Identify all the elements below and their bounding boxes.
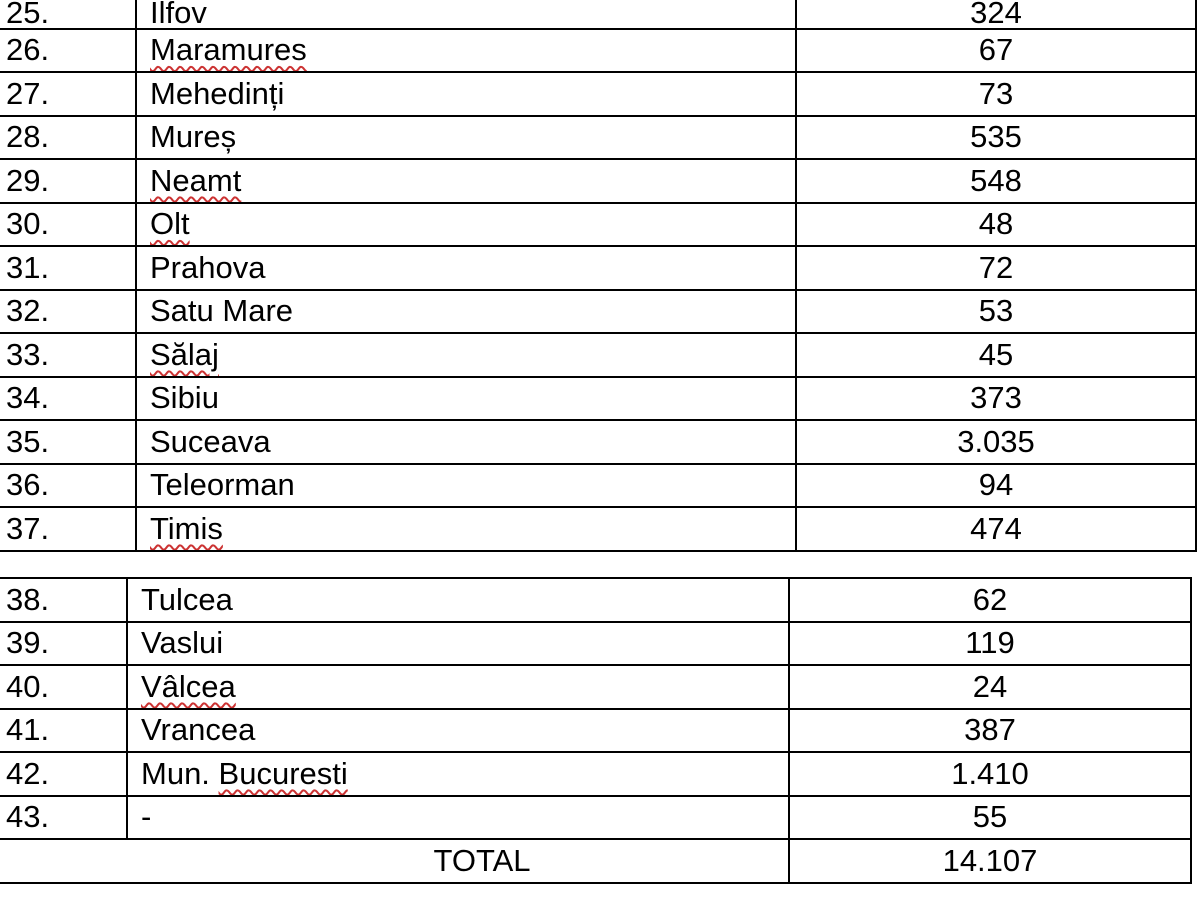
county-name-cell [137, 334, 797, 376]
row-number-cell [0, 753, 128, 795]
row-number-cell [0, 247, 137, 289]
row-number-cell [0, 378, 137, 420]
row-number-cell [0, 117, 137, 159]
county-value: 373 [970, 380, 1022, 416]
value-cell [790, 666, 1192, 708]
value-cell [797, 0, 1197, 28]
value-cell [790, 623, 1192, 665]
row-number-cell [0, 465, 137, 507]
county-name-cell [128, 623, 790, 665]
county-value: 45 [978, 336, 1014, 372]
county-name-cell [137, 421, 797, 463]
row-number: 25. [6, 0, 50, 28]
row-number: 43. [6, 799, 50, 835]
county-value: 53 [978, 293, 1014, 329]
county-value: 1.410 [951, 755, 1029, 791]
county-value: 55 [972, 799, 1008, 835]
row-number: 28. [6, 119, 50, 155]
row-number-cell [0, 291, 137, 333]
table-row [0, 247, 1197, 291]
county-name-misspelled: Vâlcea [141, 668, 236, 704]
total-value: 14.107 [942, 842, 1038, 878]
county-name-misspelled: Neamt [150, 162, 242, 198]
row-number: 42. [6, 755, 50, 791]
upper-table-rows [0, 30, 1197, 552]
row-number-cell [0, 30, 137, 72]
county-name-cell [137, 378, 797, 420]
county-value: 3.035 [957, 423, 1035, 459]
row-number-cell [0, 666, 128, 708]
row-number: 34. [6, 380, 50, 416]
county-value: 72 [978, 249, 1014, 285]
value-cell [790, 797, 1192, 839]
table-row [0, 378, 1197, 422]
table-row [0, 160, 1197, 204]
row-number: 35. [6, 423, 50, 459]
county-name: Sibiu [150, 380, 219, 416]
county-name: Satu Mare [150, 293, 294, 329]
value-cell [797, 247, 1197, 289]
county-value: 474 [970, 510, 1022, 546]
county-value: 67 [978, 32, 1014, 68]
county-name-cell [137, 30, 797, 72]
table-row [0, 291, 1197, 335]
table-row [0, 73, 1197, 117]
table-row [0, 666, 1192, 710]
row-number: 36. [6, 467, 50, 503]
row-number: 27. [6, 75, 50, 111]
county-name-cell [137, 160, 797, 202]
county-name: Prahova [150, 249, 266, 285]
county-value: 535 [970, 119, 1022, 155]
row-number: 30. [6, 206, 50, 242]
table-row [0, 0, 1197, 30]
county-name: Mureș [150, 119, 237, 155]
row-number: 32. [6, 293, 50, 329]
value-cell [797, 204, 1197, 246]
county-name: Mehedinți [150, 75, 285, 111]
table-row [0, 204, 1197, 248]
county-name-cell [137, 247, 797, 289]
county-name-cell [128, 753, 790, 795]
total-label-cell [0, 840, 790, 882]
row-number-cell [0, 0, 137, 28]
county-name-cell [137, 465, 797, 507]
value-cell [797, 334, 1197, 376]
table-row [0, 797, 1192, 841]
value-cell [797, 378, 1197, 420]
county-name-misspelled: Maramures [150, 32, 307, 68]
county-value: 324 [970, 0, 1022, 28]
county-value: 73 [978, 75, 1014, 111]
total-value-cell [790, 840, 1192, 882]
value-cell [797, 160, 1197, 202]
row-number: 40. [6, 668, 50, 704]
table-row [0, 710, 1192, 754]
value-cell [797, 421, 1197, 463]
row-number-cell [0, 421, 137, 463]
row-number-cell [0, 508, 137, 550]
row-number-cell [0, 160, 137, 202]
row-number: 39. [6, 625, 50, 661]
county-name: Vrancea [141, 712, 256, 748]
county-name-misspelled: Olt [150, 206, 190, 242]
table-row [0, 334, 1197, 378]
county-name-cell [137, 0, 797, 28]
row-number: 29. [6, 162, 50, 198]
row-number: 41. [6, 712, 50, 748]
lower-table-rows [0, 579, 1192, 840]
row-number-cell [0, 204, 137, 246]
value-cell [790, 710, 1192, 752]
table-row [0, 508, 1197, 552]
row-number: 33. [6, 336, 50, 372]
value-cell [790, 753, 1192, 795]
table-row [0, 421, 1197, 465]
county-name-cell [137, 117, 797, 159]
county-value: 62 [972, 581, 1008, 617]
table-row [0, 117, 1197, 161]
table-row [0, 465, 1197, 509]
row-number-cell [0, 73, 137, 115]
row-number-cell [0, 623, 128, 665]
county-name-cell [128, 710, 790, 752]
county-value: 94 [978, 467, 1014, 503]
value-cell [797, 73, 1197, 115]
county-name: Vaslui [141, 625, 224, 661]
county-value: 548 [970, 162, 1022, 198]
row-number: 37. [6, 510, 50, 546]
row-number-cell [0, 579, 128, 621]
county-name: Mun. [141, 755, 219, 791]
county-name-misspelled: Sălaj [150, 336, 219, 372]
row-number: 26. [6, 32, 50, 68]
row-number: 31. [6, 249, 50, 285]
county-name-cell [137, 291, 797, 333]
row-number-cell [0, 797, 128, 839]
value-cell [797, 291, 1197, 333]
county-name: Suceava [150, 423, 271, 459]
table-row [0, 579, 1192, 623]
county-name-cell [128, 666, 790, 708]
county-name-cell [137, 508, 797, 550]
county-name-misspelled: Timis [150, 510, 223, 546]
county-value: 119 [965, 625, 1015, 661]
county-value: 387 [964, 712, 1016, 748]
total-row [0, 840, 1192, 884]
value-cell [797, 465, 1197, 507]
county-value: 48 [978, 206, 1014, 242]
table-row [0, 30, 1197, 74]
county-name-cell [128, 797, 790, 839]
row-number-cell [0, 710, 128, 752]
row-number: 38. [6, 581, 50, 617]
county-name-cell [137, 204, 797, 246]
row-number-cell [0, 334, 137, 376]
total-label: TOTAL [433, 842, 531, 878]
county-name: Ilfov [150, 0, 207, 28]
value-cell [797, 117, 1197, 159]
county-table-lower [0, 577, 1192, 884]
table-row [0, 753, 1192, 797]
value-cell [797, 508, 1197, 550]
county-name-cell [137, 73, 797, 115]
county-name: Tulcea [141, 581, 233, 617]
value-cell [790, 579, 1192, 621]
county-name: - [141, 799, 152, 835]
county-name-misspelled: Bucuresti [218, 755, 348, 791]
county-value: 24 [972, 668, 1008, 704]
county-name: Teleorman [150, 467, 295, 503]
table-row [0, 623, 1192, 667]
value-cell [797, 30, 1197, 72]
county-name-cell [128, 579, 790, 621]
